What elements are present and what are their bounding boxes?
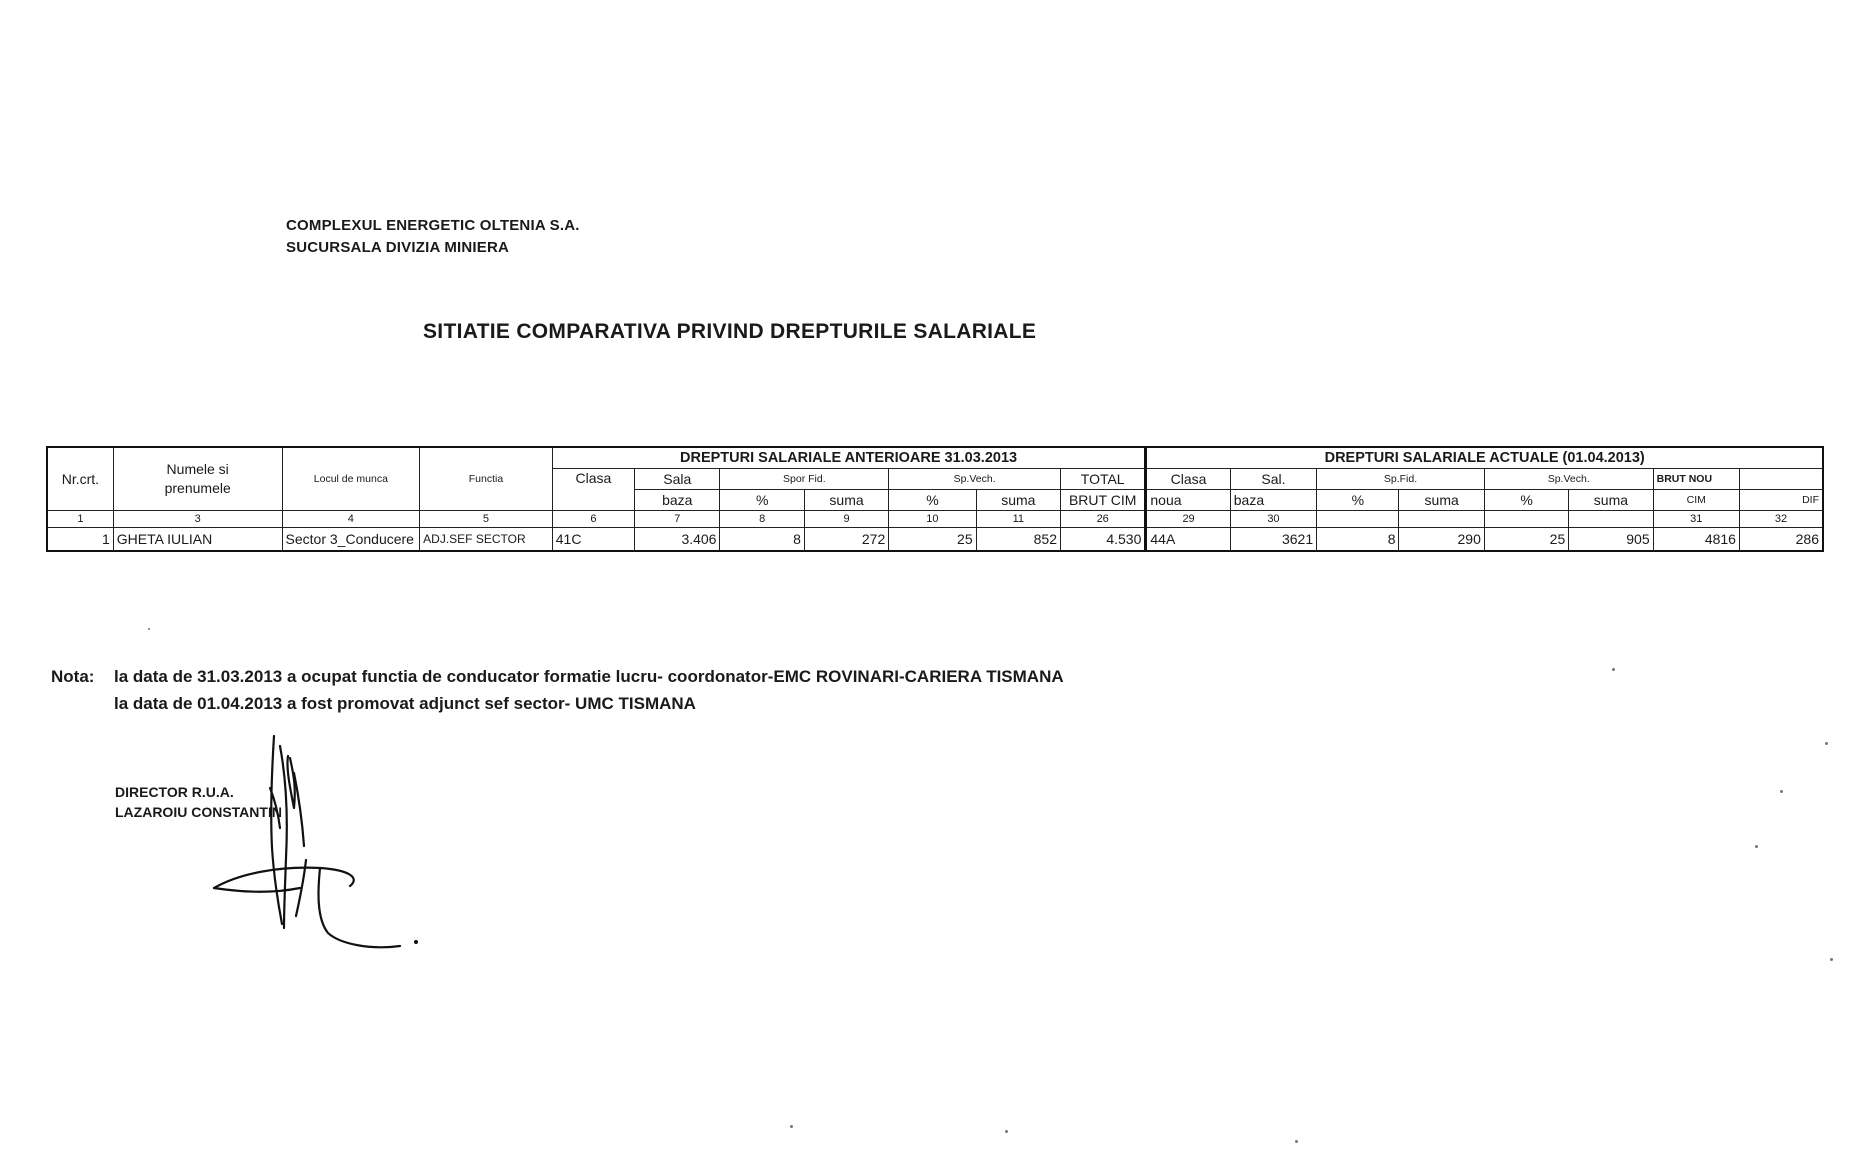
nota-section: [51, 663, 1064, 717]
col-number: 10: [889, 511, 976, 528]
col-number: 32: [1739, 511, 1823, 528]
cell-functia: ADJ.SEF SECTOR: [420, 528, 553, 552]
org-name: COMPLEXUL ENERGETIC OLTENIA S.A.: [286, 217, 580, 234]
scan-speck: [1295, 1140, 1298, 1143]
col-number: [1484, 511, 1568, 528]
header-functia: Functia: [420, 447, 553, 511]
document-title: SITIATIE COMPARATIVA PRIVIND DREPTURILE SALARIALE: [423, 320, 1037, 343]
header-act-vech-pct: %: [1484, 490, 1568, 511]
header-nr-crt: Nr.crt.: [47, 447, 113, 511]
scan-speck: [790, 1125, 793, 1128]
header-act-brut-nou: BRUT NOU: [1653, 469, 1739, 490]
header-act-clasa-noua: noua: [1146, 490, 1230, 511]
col-number: 4: [282, 511, 420, 528]
cell-nr: 1: [47, 528, 113, 552]
group-actual: DREPTURI SALARIALE ACTUALE (01.04.2013): [1146, 447, 1823, 469]
cell-ant-vech-suma: 852: [976, 528, 1060, 552]
column-number-row: [47, 511, 1823, 528]
col-number: [1317, 511, 1399, 528]
col-number: 31: [1653, 511, 1739, 528]
header-ant-vech-pct: %: [889, 490, 976, 511]
header-act-fid-suma: suma: [1399, 490, 1484, 511]
cell-act-vech-pct: 25: [1484, 528, 1568, 552]
cell-loc: Sector 3_Conducere: [282, 528, 420, 552]
scan-speck: [1005, 1130, 1008, 1133]
scan-speck: [1825, 742, 1828, 745]
cell-act-vech-suma: 905: [1569, 528, 1653, 552]
cell-act-brut: 4816: [1653, 528, 1739, 552]
scan-speck: [148, 628, 150, 630]
col-number: 7: [635, 511, 720, 528]
org-division: SUCURSALA DIVIZIA MINIERA: [286, 239, 510, 256]
director-name: LAZAROIU CONSTANTIN: [115, 804, 282, 820]
cell-ant-vech-pct: 25: [889, 528, 976, 552]
cell-ant-total: 4.530: [1061, 528, 1146, 552]
header-act-vech-suma: suma: [1569, 490, 1653, 511]
col-number: 11: [976, 511, 1060, 528]
handwritten-signature: [200, 728, 440, 958]
col-number: 29: [1146, 511, 1230, 528]
col-number: 5: [420, 511, 553, 528]
col-number: 8: [720, 511, 804, 528]
cell-ant-fid-pct: 8: [720, 528, 804, 552]
nota-text1: la data de 31.03.2013 a ocupat functia de conducator formatie lucru- coordonator-EMC ROVINARI-CARIERA TISMANA: [114, 667, 1064, 686]
scan-speck: [1755, 845, 1758, 848]
cell-ant-baza: 3.406: [635, 528, 720, 552]
cell-act-fid-pct: 8: [1317, 528, 1399, 552]
header-ant-brut-cim: BRUT CIM: [1061, 490, 1146, 511]
cell-act-clasa: 44A: [1146, 528, 1230, 552]
header-act-sal: Sal.: [1230, 469, 1316, 490]
cell-act-baza: 3621: [1230, 528, 1316, 552]
director-role: DIRECTOR R.U.A.: [115, 784, 234, 800]
nota-line2: la data de 01.04.2013 a fost promovat adjunct sef sector- UMC TISMANA: [114, 694, 696, 713]
table-row: [47, 528, 1823, 552]
col-number: 9: [804, 511, 888, 528]
scan-speck: [1612, 668, 1615, 671]
header-ant-sala: Sala: [635, 469, 720, 490]
header-act-sp-fid: Sp.Fid.: [1317, 469, 1485, 490]
header-nume-line1: Numele si: [166, 461, 229, 477]
header-ant-spor-fid: Spor Fid.: [720, 469, 889, 490]
header-ant-fid-suma: suma: [804, 490, 888, 511]
nota-label: Nota:: [51, 667, 95, 686]
header-act-cim: CIM: [1653, 490, 1739, 511]
col-number: 1: [47, 511, 113, 528]
scan-speck: [1830, 958, 1833, 961]
cell-nume: GHETA IULIAN: [113, 528, 282, 552]
header-nume: [113, 447, 282, 511]
cell-ant-clasa: 41C: [552, 528, 634, 552]
nota-line1: [51, 663, 1064, 690]
header-act-dif: DIF: [1739, 490, 1823, 511]
header-act-fid-pct: %: [1317, 490, 1399, 511]
col-number: 30: [1230, 511, 1316, 528]
col-number: 26: [1061, 511, 1146, 528]
col-number: [1399, 511, 1484, 528]
cell-ant-fid-suma: 272: [804, 528, 888, 552]
header-ant-baza: baza: [635, 490, 720, 511]
cell-act-dif: 286: [1739, 528, 1823, 552]
header-nume-line2: prenumele: [164, 480, 231, 496]
col-number: [1569, 511, 1653, 528]
salary-table: [46, 446, 1824, 552]
scan-speck: [1780, 790, 1783, 793]
header-ant-sp-vech: Sp.Vech.: [889, 469, 1061, 490]
header-loc-munca: Locul de munca: [282, 447, 420, 511]
group-anterior: DREPTURI SALARIALE ANTERIOARE 31.03.2013: [552, 447, 1146, 469]
header-act-baza: baza: [1230, 490, 1316, 511]
header-act-sp-vech: Sp.Vech.: [1484, 469, 1653, 490]
col-number: 6: [552, 511, 634, 528]
header-ant-clasa: Clasa: [552, 469, 634, 511]
header-ant-fid-pct: %: [720, 490, 804, 511]
cell-act-fid-suma: 290: [1399, 528, 1484, 552]
header-act-clasa: Clasa: [1146, 469, 1230, 490]
header-ant-vech-suma: suma: [976, 490, 1060, 511]
org-header: [286, 215, 580, 259]
header-ant-total: TOTAL: [1061, 469, 1146, 490]
col-number: 3: [113, 511, 282, 528]
header-act-empty: [1739, 469, 1823, 490]
